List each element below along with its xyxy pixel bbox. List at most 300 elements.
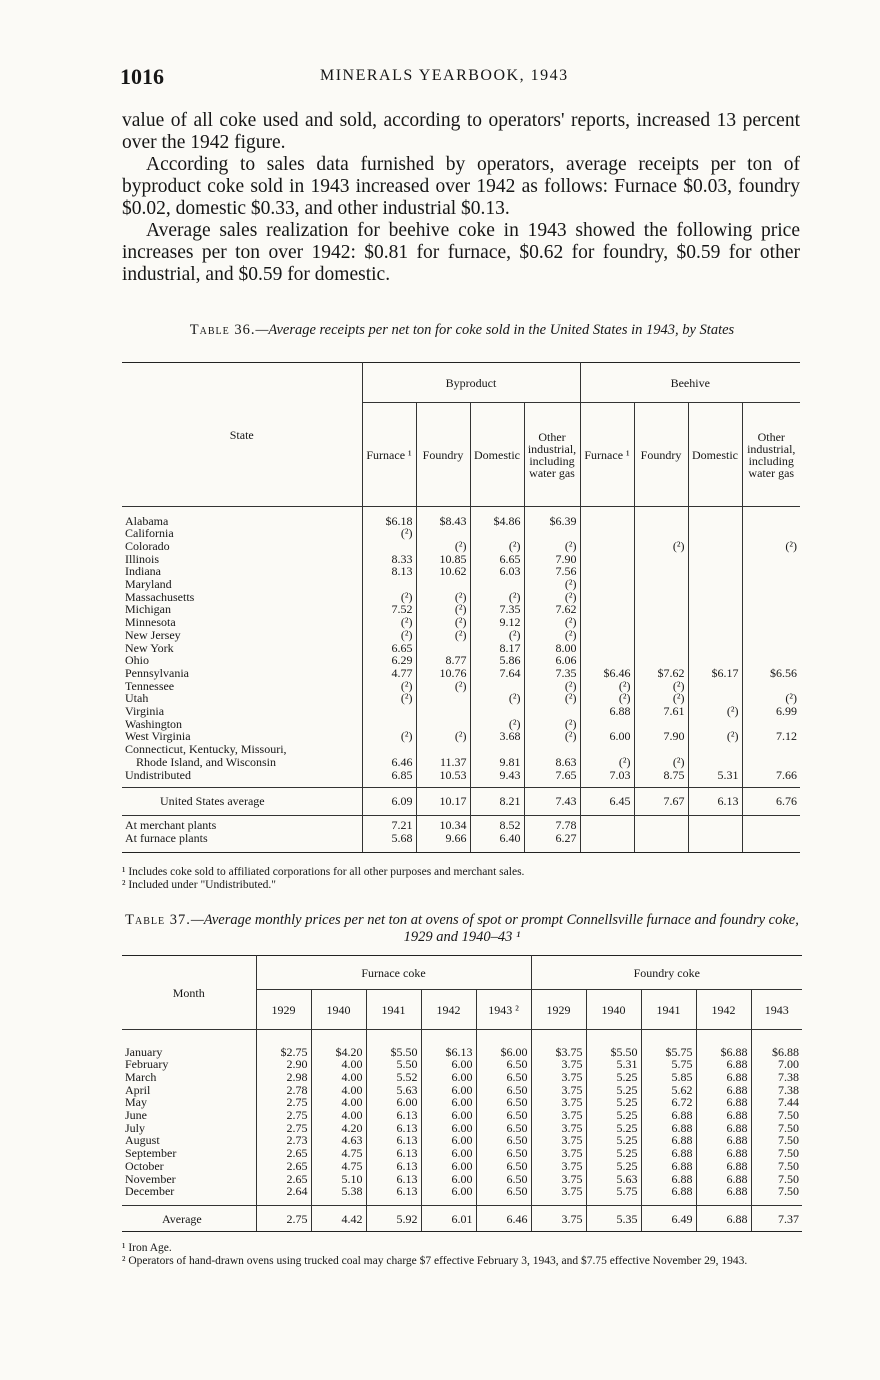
- table-cell: 6.88: [641, 1173, 696, 1186]
- month-name: January: [125, 1044, 163, 1059]
- table-cell: 6.13: [366, 1160, 421, 1173]
- table-cell: 6.00: [366, 1096, 421, 1109]
- table-cell: 6.88: [641, 1160, 696, 1173]
- table-36-beehive-domestic-header: Domestic: [688, 403, 742, 507]
- table-cell: $6.17: [688, 667, 742, 680]
- month-name: November: [125, 1171, 176, 1186]
- month-name: July: [125, 1120, 146, 1135]
- table-cell: [580, 515, 634, 528]
- table-cell: (²): [580, 680, 634, 693]
- table-37-title: —Average monthly prices per net ton at ovens of spot or prompt Connellsville furnace and foundry coke, 1929 and 1940–43 ¹: [190, 912, 799, 945]
- table-cell: (²): [524, 692, 580, 705]
- table-cell: (²): [524, 540, 580, 553]
- table-37-footnote-2: ² Operators of hand-drawn ovens using trucked coal may charge $7 effective February 3, 1943, and $7.75 effective November 29, 1943.: [122, 1255, 748, 1267]
- table-cell: [688, 743, 742, 756]
- table-cell: 2.98: [256, 1071, 311, 1084]
- table-cell: 6.88: [696, 1173, 751, 1186]
- table-cell: 6.50: [476, 1084, 531, 1097]
- paragraph-1: value of all coke used and sold, according to operators' reports, increased 13 percent over the 1942 figure.: [122, 110, 800, 153]
- table-36-row: [122, 565, 800, 578]
- table-36-row: [122, 756, 800, 769]
- table-cell: 6.00: [421, 1096, 476, 1109]
- table-cell: 6.00: [421, 1071, 476, 1084]
- table-cell: 8.13: [362, 565, 416, 578]
- table-cell: 6.50: [476, 1173, 531, 1186]
- table-cell: 5.63: [366, 1084, 421, 1097]
- table-36-row: [122, 692, 800, 705]
- table-cell: [416, 527, 470, 540]
- state-name: Ohio: [125, 653, 149, 668]
- table-cell: 2.75: [256, 1096, 311, 1109]
- month-name: March: [125, 1069, 157, 1084]
- table-cell: 6.00: [421, 1122, 476, 1135]
- table-cell: (²): [742, 692, 800, 705]
- table-36-title: —Average receipts per net ton for coke sold in the United States in 1943, by States: [255, 322, 735, 338]
- table-cell: [742, 616, 800, 629]
- state-name: Alabama: [125, 513, 169, 528]
- state-name: At merchant plants: [125, 818, 217, 833]
- table-cell: 6.49: [641, 1206, 696, 1232]
- table-cell: 7.61: [634, 705, 688, 718]
- table-cell: 7.90: [634, 730, 688, 743]
- table-cell: 7.65: [524, 769, 580, 782]
- table-cell: [742, 756, 800, 769]
- table-cell: [634, 642, 688, 655]
- table-cell: (²): [524, 616, 580, 629]
- table-cell: 6.99: [742, 705, 800, 718]
- table-cell: 7.35: [524, 667, 580, 680]
- table-cell: [742, 819, 800, 832]
- month-name: September: [125, 1146, 177, 1161]
- table-36-byproduct-furnace-header: Furnace ¹: [362, 403, 416, 507]
- table-cell: (²): [634, 692, 688, 705]
- table-cell: 4.00: [311, 1058, 366, 1071]
- table-cell: 9.43: [470, 769, 524, 782]
- table-cell: 3.68: [470, 730, 524, 743]
- table-cell: [416, 743, 470, 756]
- table-cell: [688, 591, 742, 604]
- table-37-year-header: 1943 ²: [476, 990, 531, 1030]
- table-cell: (²): [362, 527, 416, 540]
- table-36-us-average-row: [122, 787, 800, 815]
- table-cell: 6.88: [580, 705, 634, 718]
- table-cell: 3.75: [531, 1206, 586, 1232]
- table-cell: [742, 642, 800, 655]
- table-cell: 10.62: [416, 565, 470, 578]
- table-cell: (²): [524, 680, 580, 693]
- table-cell: [742, 743, 800, 756]
- table-cell: 3.75: [531, 1134, 586, 1147]
- table-cell: 10.34: [416, 819, 470, 832]
- table-cell: 6.88: [696, 1096, 751, 1109]
- table-cell: [634, 527, 688, 540]
- table-cell: [362, 540, 416, 553]
- table-36-byproduct-foundry-header: Foundry: [416, 403, 470, 507]
- state-name: Undistributed: [125, 767, 191, 782]
- page-number: 1016: [120, 64, 164, 89]
- table-cell: 4.75: [311, 1160, 366, 1173]
- table-cell: 5.31: [586, 1058, 641, 1071]
- table-cell: (²): [470, 540, 524, 553]
- table-cell: [634, 832, 688, 845]
- table-cell: 8.21: [470, 787, 524, 815]
- table-cell: [470, 743, 524, 756]
- state-name: Washington: [125, 716, 183, 731]
- table-cell: 6.00: [421, 1185, 476, 1198]
- table-cell: (²): [470, 629, 524, 642]
- table-cell: 9.81: [470, 756, 524, 769]
- table-cell: 6.00: [421, 1160, 476, 1173]
- state-name: Pennsylvania: [125, 665, 189, 680]
- table-cell: 6.88: [641, 1122, 696, 1135]
- month-name: August: [125, 1133, 160, 1148]
- table-cell: $2.75: [256, 1046, 311, 1059]
- table-37-month-header: Month: [172, 985, 205, 1000]
- table-cell: (²): [470, 692, 524, 705]
- table-cell: $6.39: [524, 515, 580, 528]
- table-cell: 6.03: [470, 565, 524, 578]
- table-36-row: [122, 527, 800, 540]
- table-cell: 6.50: [476, 1109, 531, 1122]
- table-cell: [580, 527, 634, 540]
- table-36-beehive-furnace-header: Furnace ¹: [580, 403, 634, 507]
- table-cell: $5.50: [586, 1046, 641, 1059]
- table-cell: [580, 832, 634, 845]
- table-36-beehive-other-header: Other industrial, including water gas: [742, 403, 800, 507]
- table-cell: 7.90: [524, 553, 580, 566]
- table-cell: 3.75: [531, 1071, 586, 1084]
- table-37-furnace-header: Furnace coke: [256, 956, 531, 990]
- table-36-caption: [122, 322, 802, 339]
- table-cell: [362, 705, 416, 718]
- table-36-row: [122, 629, 800, 642]
- table-37-year-header: 1942: [421, 990, 476, 1030]
- table-cell: 7.00: [751, 1058, 802, 1071]
- table-cell: (²): [580, 692, 634, 705]
- table-cell: 7.78: [524, 819, 580, 832]
- table-cell: $7.62: [634, 667, 688, 680]
- table-cell: 6.00: [421, 1134, 476, 1147]
- table-cell: 7.66: [742, 769, 800, 782]
- table-cell: 6.65: [362, 642, 416, 655]
- table-cell: $8.43: [416, 515, 470, 528]
- body-text: [122, 110, 800, 286]
- table-cell: 6.88: [696, 1122, 751, 1135]
- month-name: February: [125, 1057, 169, 1072]
- table-cell: 10.85: [416, 553, 470, 566]
- state-name: Indiana: [125, 564, 161, 579]
- table-cell: (²): [362, 680, 416, 693]
- table-cell: [524, 527, 580, 540]
- state-name: Minnesota: [125, 615, 176, 630]
- table-cell: [688, 680, 742, 693]
- table-36-footnote-1: ¹ Includes coke sold to affiliated corporations for all other purposes and merchant sales.: [122, 866, 525, 878]
- table-cell: 2.65: [256, 1160, 311, 1173]
- table-cell: (²): [416, 680, 470, 693]
- table-cell: (²): [742, 540, 800, 553]
- table-cell: 8.17: [470, 642, 524, 655]
- table-36-footnote-2: ² Included under "Undistributed.": [122, 879, 276, 891]
- table-37-year-header: 1940: [586, 990, 641, 1030]
- table-cell: 6.13: [366, 1122, 421, 1135]
- table-cell: [688, 540, 742, 553]
- state-name: Utah: [125, 691, 149, 706]
- table-cell: 6.50: [476, 1185, 531, 1198]
- table-cell: 5.25: [586, 1147, 641, 1160]
- table-cell: [688, 642, 742, 655]
- table-cell: 7.50: [751, 1122, 802, 1135]
- table-cell: [416, 692, 470, 705]
- table-37-year-header: 1929: [531, 990, 586, 1030]
- table-36-label: Table 36.: [189, 322, 256, 338]
- table-cell: [634, 578, 688, 591]
- table-cell: 4.42: [311, 1206, 366, 1232]
- table-cell: 7.62: [524, 603, 580, 616]
- table-36-footnotes: [122, 866, 812, 892]
- table-cell: 6.65: [470, 553, 524, 566]
- table-cell: 5.38: [311, 1185, 366, 1198]
- table-cell: 3.75: [531, 1109, 586, 1122]
- table-cell: 2.75: [256, 1122, 311, 1135]
- table-cell: 5.63: [586, 1173, 641, 1186]
- table-cell: 7.50: [751, 1134, 802, 1147]
- table-cell: 6.88: [641, 1109, 696, 1122]
- table-cell: 5.50: [366, 1058, 421, 1071]
- table-cell: [416, 705, 470, 718]
- table-cell: 3.75: [531, 1122, 586, 1135]
- table-cell: 6.13: [366, 1147, 421, 1160]
- table-cell: 4.00: [311, 1071, 366, 1084]
- table-cell: 6.88: [696, 1134, 751, 1147]
- table-37-footnotes: [122, 1242, 812, 1268]
- table-cell: 5.25: [586, 1122, 641, 1135]
- table-cell: [742, 527, 800, 540]
- table-cell: (²): [362, 616, 416, 629]
- table-36-row: [122, 667, 800, 680]
- table-36-byproduct-header: Byproduct: [362, 363, 580, 403]
- table-cell: [362, 578, 416, 591]
- table-cell: 6.06: [524, 654, 580, 667]
- table-cell: [688, 565, 742, 578]
- table-cell: (²): [524, 730, 580, 743]
- table-cell: 2.78: [256, 1084, 311, 1097]
- table-cell: $5.50: [366, 1046, 421, 1059]
- table-36-row: [122, 769, 800, 782]
- table-cell: 7.03: [580, 769, 634, 782]
- table-37-label: Table 37.: [125, 912, 191, 928]
- table-cell: [416, 578, 470, 591]
- table-cell: [742, 515, 800, 528]
- table-cell: [742, 565, 800, 578]
- table-cell: 6.88: [696, 1147, 751, 1160]
- table-cell: 3.75: [531, 1160, 586, 1173]
- table-cell: [742, 553, 800, 566]
- table-cell: [634, 515, 688, 528]
- table-cell: [634, 553, 688, 566]
- table-37-row: [122, 1109, 802, 1122]
- table-37-foundry-header: Foundry coke: [531, 956, 802, 990]
- table-cell: 7.50: [751, 1109, 802, 1122]
- table-cell: 6.76: [742, 787, 800, 815]
- table-36-row: [122, 616, 800, 629]
- table-cell: [634, 591, 688, 604]
- table-cell: (²): [416, 603, 470, 616]
- table-cell: [634, 603, 688, 616]
- state-name: Michigan: [125, 602, 171, 617]
- table-cell: [634, 629, 688, 642]
- table-cell: 7.67: [634, 787, 688, 815]
- table-cell: [470, 578, 524, 591]
- table-cell: 7.56: [524, 565, 580, 578]
- table-cell: [688, 553, 742, 566]
- table-cell: $4.86: [470, 515, 524, 528]
- table-cell: (²): [362, 692, 416, 705]
- table-36-row: [122, 515, 800, 528]
- table-37-footnote-1: ¹ Iron Age.: [122, 1242, 172, 1254]
- state-name: New York: [125, 640, 174, 655]
- table-cell: [362, 743, 416, 756]
- table-cell: 6.50: [476, 1071, 531, 1084]
- table-cell: [688, 756, 742, 769]
- table-cell: [580, 553, 634, 566]
- table-cell: 6.88: [696, 1160, 751, 1173]
- table-cell: 3.75: [531, 1147, 586, 1160]
- table-cell: 5.68: [362, 832, 416, 845]
- table-cell: 11.37: [416, 756, 470, 769]
- running-head: MINERALS YEARBOOK, 1943: [320, 67, 569, 84]
- table-37-average-row: [122, 1206, 802, 1232]
- table-cell: 3.75: [531, 1185, 586, 1198]
- page-header: [120, 64, 800, 90]
- table-cell: 7.52: [362, 603, 416, 616]
- table-cell: 8.52: [470, 819, 524, 832]
- table-cell: 3.75: [531, 1173, 586, 1186]
- table-cell: 8.77: [416, 654, 470, 667]
- table-cell: 6.00: [421, 1109, 476, 1122]
- table-cell: [688, 616, 742, 629]
- table-cell: [580, 578, 634, 591]
- table-cell: [634, 743, 688, 756]
- table-cell: 5.25: [586, 1160, 641, 1173]
- month-name: Average: [122, 1206, 256, 1232]
- table-36-byproduct-other-header: Other industrial, including water gas: [524, 403, 580, 507]
- table-cell: [580, 565, 634, 578]
- table-cell: 2.90: [256, 1058, 311, 1071]
- table-37-row: [122, 1160, 802, 1173]
- table-cell: $6.46: [580, 667, 634, 680]
- table-cell: 5.35: [586, 1206, 641, 1232]
- table-cell: 5.25: [586, 1084, 641, 1097]
- table-cell: [580, 629, 634, 642]
- state-name: Virginia: [125, 704, 165, 719]
- table-cell: 4.63: [311, 1134, 366, 1147]
- table-cell: 2.65: [256, 1147, 311, 1160]
- table-cell: 6.01: [421, 1206, 476, 1232]
- table-cell: 6.88: [696, 1185, 751, 1198]
- table-cell: 8.33: [362, 553, 416, 566]
- table-cell: 4.00: [311, 1096, 366, 1109]
- table-cell: (²): [416, 540, 470, 553]
- table-cell: 6.50: [476, 1160, 531, 1173]
- table-cell: (²): [524, 718, 580, 731]
- table-36-row: [122, 743, 800, 756]
- table-cell: [524, 705, 580, 718]
- table-37-year-header: 1941: [641, 990, 696, 1030]
- table-cell: 7.43: [524, 787, 580, 815]
- table-cell: 6.50: [476, 1122, 531, 1135]
- table-cell: [470, 527, 524, 540]
- table-cell: [580, 819, 634, 832]
- table-cell: 6.88: [641, 1134, 696, 1147]
- table-cell: [580, 591, 634, 604]
- table-cell: 6.72: [641, 1096, 696, 1109]
- table-36: [122, 362, 800, 853]
- table-cell: $4.20: [311, 1046, 366, 1059]
- table-cell: [688, 527, 742, 540]
- table-cell: 5.62: [641, 1084, 696, 1097]
- table-cell: 6.88: [696, 1058, 751, 1071]
- table-cell: 6.27: [524, 832, 580, 845]
- table-cell: 4.77: [362, 667, 416, 680]
- table-cell: 5.25: [586, 1071, 641, 1084]
- table-cell: 6.29: [362, 654, 416, 667]
- table-cell: 6.88: [641, 1147, 696, 1160]
- table-cell: $6.88: [696, 1046, 751, 1059]
- table-cell: 7.50: [751, 1160, 802, 1173]
- table-36-furnace_plants-row: [122, 832, 800, 845]
- state-name: Tennessee: [125, 678, 175, 693]
- table-cell: [742, 603, 800, 616]
- state-name: United States average: [122, 787, 362, 815]
- month-name: June: [125, 1108, 147, 1123]
- table-cell: (²): [688, 705, 742, 718]
- table-cell: 10.76: [416, 667, 470, 680]
- table-cell: 6.88: [641, 1185, 696, 1198]
- table-cell: [742, 832, 800, 845]
- table-cell: 7.38: [751, 1071, 802, 1084]
- table-cell: 6.13: [688, 787, 742, 815]
- table-cell: 8.75: [634, 769, 688, 782]
- table-cell: 2.75: [256, 1206, 311, 1232]
- table-36-beehive-header: Beehive: [580, 363, 800, 403]
- table-cell: 5.92: [366, 1206, 421, 1232]
- paragraph-2: According to sales data furnished by operators, average receipts per ton of byproduct coke sold in 1943 increased over 1942 as follows: Furnace $0.03, foundry $0.02, domestic $0.33, and other industrial $0.13.: [122, 154, 800, 219]
- table-cell: [634, 616, 688, 629]
- table-36-row: [122, 680, 800, 693]
- month-name: December: [125, 1184, 175, 1199]
- state-name: Massachusetts: [125, 589, 195, 604]
- table-cell: 4.00: [311, 1109, 366, 1122]
- state-name: Illinois: [125, 551, 160, 566]
- table-cell: [688, 578, 742, 591]
- table-cell: $5.75: [641, 1046, 696, 1059]
- table-37-row: [122, 1147, 802, 1160]
- table-cell: (²): [524, 629, 580, 642]
- table-cell: 5.25: [586, 1134, 641, 1147]
- table-36-row: [122, 540, 800, 553]
- table-cell: (²): [416, 591, 470, 604]
- table-cell: [580, 603, 634, 616]
- table-cell: 6.45: [580, 787, 634, 815]
- table-cell: 5.25: [586, 1109, 641, 1122]
- table-cell: 4.00: [311, 1084, 366, 1097]
- table-cell: 4.75: [311, 1147, 366, 1160]
- table-cell: 9.66: [416, 832, 470, 845]
- state-name: Colorado: [125, 538, 170, 553]
- table-cell: 5.10: [311, 1173, 366, 1186]
- table-cell: 10.53: [416, 769, 470, 782]
- table-cell: 3.75: [531, 1058, 586, 1071]
